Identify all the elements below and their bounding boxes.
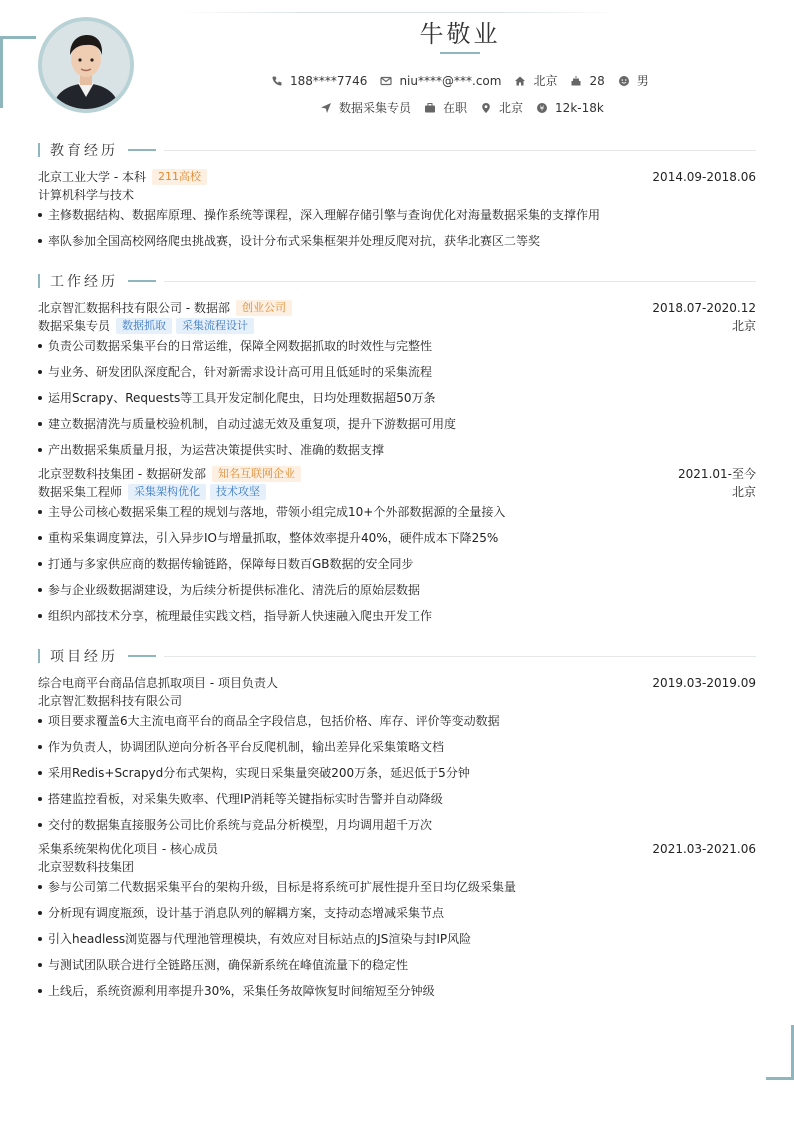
school-line: 北京工业大学 - 本科 <box>38 170 146 184</box>
job-date: 2021.01-至今 <box>678 467 756 481</box>
project-header-row <box>38 841 756 857</box>
work-section-header <box>38 272 756 290</box>
email-text: niu****@***.com <box>399 73 502 88</box>
section-title: 工作经历 <box>50 274 118 290</box>
smile-icon <box>618 75 630 87</box>
list-item: 引入headless浏览器与代理池管理模块，有效应对目标站点的JS渲染与封IP风险 <box>38 931 756 947</box>
list-item: 运用Scrapy、Requests等工具开发定制化爬虫，日均处理数据超50万条 <box>38 390 756 406</box>
salary-item <box>536 101 604 115</box>
project-name: 综合电商平台商品信息抓取项目 - 项目负责人 <box>38 676 278 690</box>
phone-icon <box>271 75 283 87</box>
list-item: 采用Redis+Scrapyd分布式架构，实现日采集量突破200万条，延迟低于5分钟 <box>38 765 756 781</box>
salary-text: 12k-18k <box>555 100 604 115</box>
major-row <box>38 187 756 203</box>
school-tag: 211高校 <box>152 169 207 185</box>
send-icon <box>320 102 332 114</box>
candidate-name: 牛敬业 <box>419 20 501 48</box>
education-section-header <box>38 141 756 159</box>
skill-tag: 技术攻坚 <box>210 484 266 500</box>
job-role-row <box>38 318 756 334</box>
list-item: 与业务、研发团队深度配合，针对新需求设计高可用且低延时的采集流程 <box>38 364 756 380</box>
education-date: 2014.09-2018.06 <box>652 170 756 184</box>
briefcase-icon <box>424 102 436 114</box>
corner-decoration-bottom-right <box>766 1077 794 1080</box>
mail-icon <box>380 75 392 87</box>
list-item: 产出数据采集质量月报，为运营决策提供实时、准确的数据支撑 <box>38 442 756 458</box>
section-title: 项目经历 <box>50 649 118 665</box>
city-item <box>514 72 557 89</box>
location-pin-icon <box>480 102 492 114</box>
company-tag: 创业公司 <box>236 300 292 316</box>
job-header-row <box>38 466 756 482</box>
job-intent-row <box>320 99 617 116</box>
company-tag: 知名互联网企业 <box>212 466 301 482</box>
phone-item <box>271 74 367 88</box>
name-underline <box>440 52 480 54</box>
location-item <box>480 99 523 116</box>
age-text: 28 <box>589 73 605 88</box>
list-item: 项目要求覆盖6大主流电商平台的商品全字段信息，包括价格、库存、评价等变动数据 <box>38 713 756 729</box>
job-date: 2018.07-2020.12 <box>652 301 756 315</box>
gender-item <box>618 72 649 89</box>
job-header-row <box>38 300 756 316</box>
age-item <box>570 74 604 88</box>
money-icon <box>536 102 548 114</box>
job-role: 数据采集工程师 <box>38 485 123 499</box>
gender-text: 男 <box>636 74 649 88</box>
project-company: 北京智汇数据科技有限公司 <box>38 694 183 708</box>
city-text: 北京 <box>533 74 558 88</box>
top-divider <box>180 12 620 13</box>
list-item: 分析现有调度瓶颈，设计基于消息队列的解耦方案，支持动态增减采集节点 <box>38 905 756 921</box>
list-item: 参与公司第二代数据采集平台的架构升级，目标是将系统可扩展性提升至日均亿级采集量 <box>38 879 756 895</box>
cake-icon <box>570 75 582 87</box>
list-item: 重构采集调度算法，引入异步IO与增量抓取，整体效率提升40%，硬件成本下降25% <box>38 530 756 546</box>
project-company-row <box>38 859 756 875</box>
position-text: 数据采集专员 <box>339 101 412 115</box>
email-item <box>380 74 501 88</box>
project-header-row <box>38 675 756 691</box>
status-text: 在职 <box>443 101 468 115</box>
major: 计算机科学与技术 <box>38 188 135 202</box>
list-item: 组织内部技术分享，梳理最佳实践文档，指导新人快速融入爬虫开发工作 <box>38 608 756 624</box>
svg-text:¥: ¥ <box>539 104 545 113</box>
project-company-row <box>38 693 756 709</box>
list-item: 与测试团队联合进行全链路压测，确保新系统在峰值流量下的稳定性 <box>38 957 756 973</box>
list-item: 建立数据清洗与质量校验机制，自动过滤无效及重复项，提升下游数据可用度 <box>38 416 756 432</box>
job-role-row <box>38 484 756 500</box>
location-text: 北京 <box>499 101 524 115</box>
list-item: 搭建监控看板，对采集失败率、代理IP消耗等关键指标实时告警并自动降级 <box>38 791 756 807</box>
status-item <box>424 99 467 116</box>
skill-tag: 数据抓取 <box>116 318 172 334</box>
list-item: 负责公司数据采集平台的日常运维，保障全网数据抓取的时效性与完整性 <box>38 338 756 354</box>
section-title: 教育经历 <box>50 143 118 159</box>
list-item: 打通与多家供应商的数据传输链路，保障每日数百GB数据的安全同步 <box>38 556 756 572</box>
projects-section-header <box>38 647 756 665</box>
project-name: 采集系统架构优化项目 - 核心成员 <box>38 842 218 856</box>
job-city: 北京 <box>731 485 756 499</box>
job-city: 北京 <box>731 319 756 333</box>
skill-tag: 采集架构优化 <box>128 484 206 500</box>
home-icon <box>514 75 526 87</box>
project-date: 2019.03-2019.09 <box>652 676 756 690</box>
skill-tag: 采集流程设计 <box>176 318 254 334</box>
list-item: 作为负责人，协调团队逆向分析各平台反爬机制，输出差异化采集策略文档 <box>38 739 756 755</box>
position-item <box>320 99 411 116</box>
list-item: 上线后，系统资源利用率提升30%，采集任务故障恢复时间缩短至分钟级 <box>38 983 756 999</box>
company-line: 北京翌数科技集团 - 数据研发部 <box>38 467 206 481</box>
list-item: 主修数据结构、数据库原理、操作系统等课程，深入理解存储引擎与查询优化对海量数据采集的支撑作用 <box>38 207 756 223</box>
company-line: 北京智汇数据科技有限公司 - 数据部 <box>38 301 230 315</box>
project-company: 北京翌数科技集团 <box>38 860 135 874</box>
project-date: 2021.03-2021.06 <box>652 842 756 856</box>
contact-row <box>271 72 662 89</box>
job-role: 数据采集专员 <box>38 319 111 333</box>
list-item: 交付的数据集直接服务公司比价系统与竞品分析模型，月均调用超千万次 <box>38 817 756 833</box>
phone-text: 188****7746 <box>290 73 368 88</box>
list-item: 主导公司核心数据采集工程的规划与落地，带领小组完成10+个外部数据源的全量接入 <box>38 504 756 520</box>
education-header-row <box>38 169 756 185</box>
list-item: 参与企业级数据湖建设，为后续分析提供标准化、清洗后的原始层数据 <box>38 582 756 598</box>
list-item: 率队参加全国高校网络爬虫挑战赛，设计分布式采集框架并处理反爬对抗，获华北赛区二等奖 <box>38 233 756 249</box>
